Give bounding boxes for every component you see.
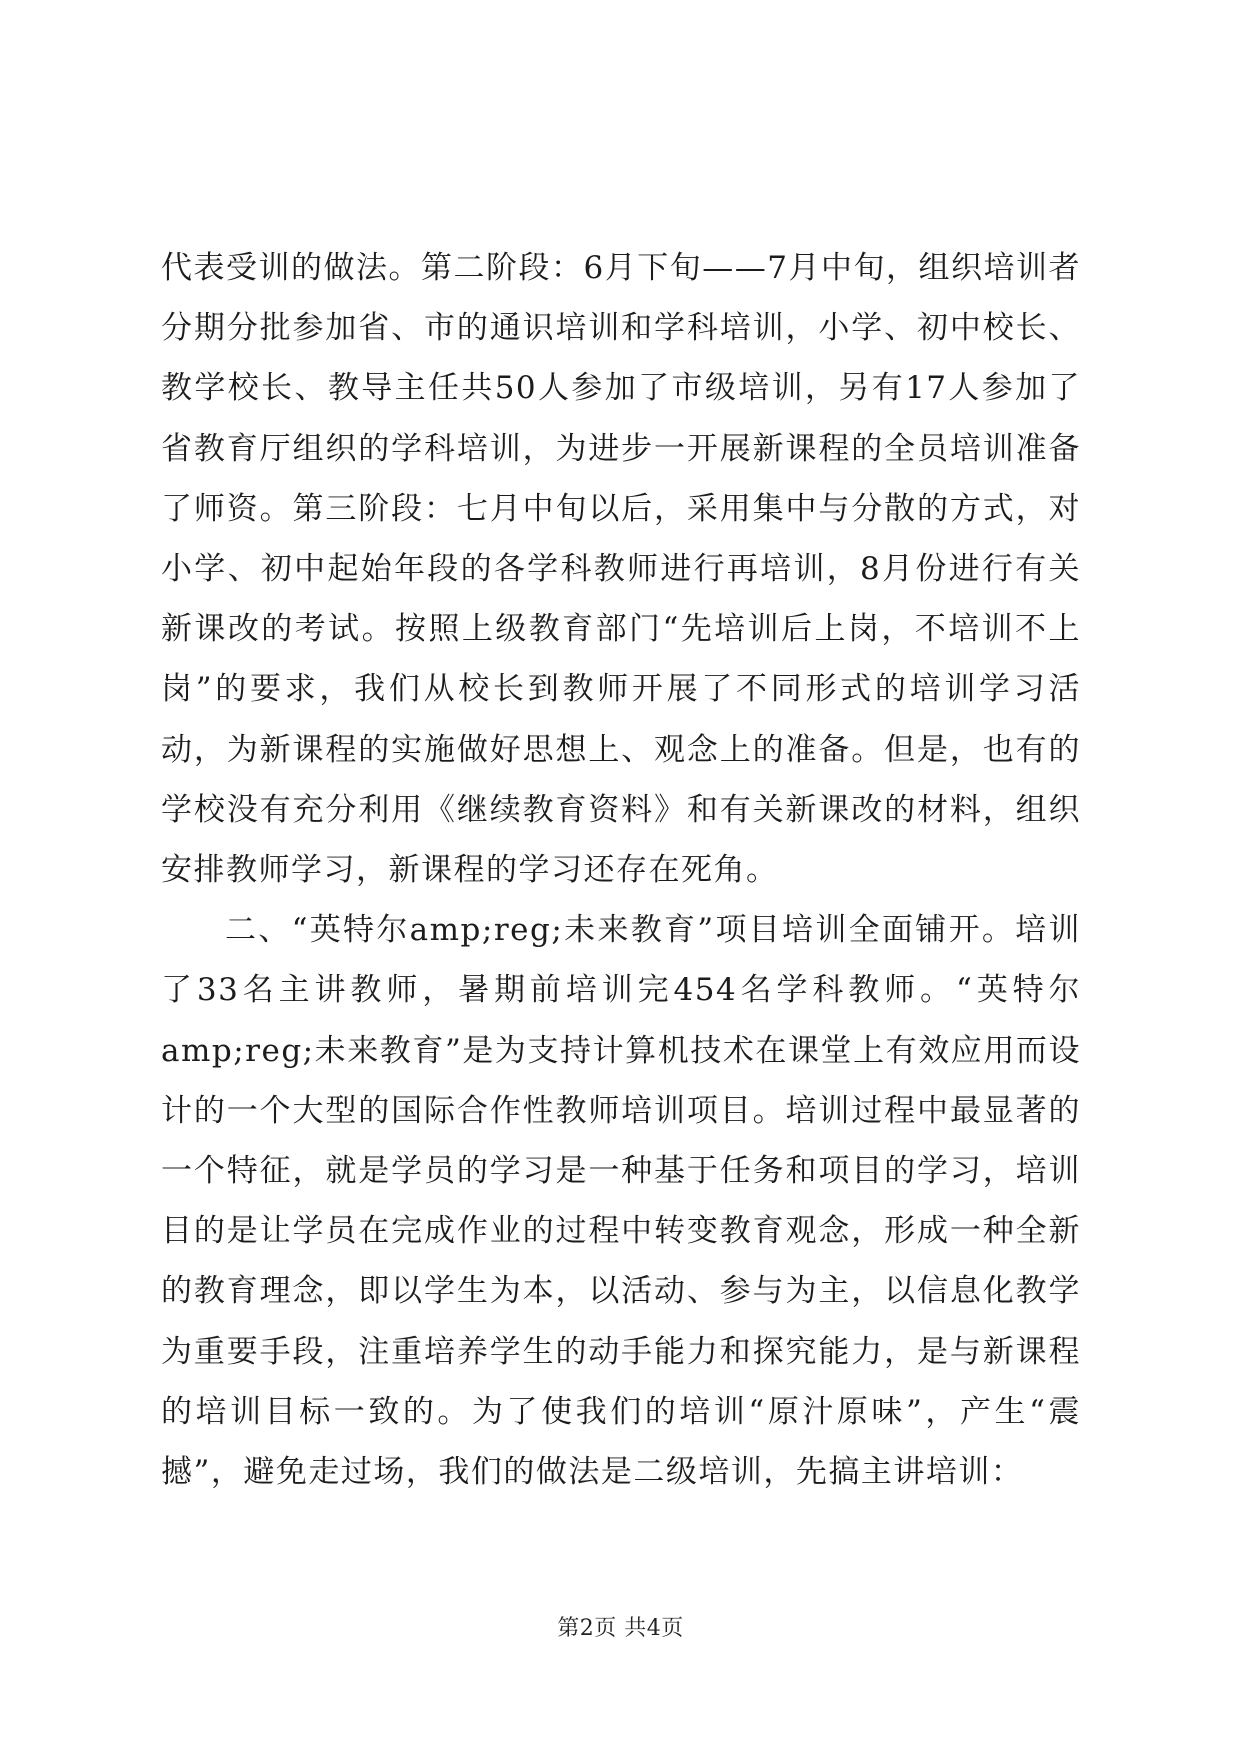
paragraph-1: 代表受训的做法。第二阶段：6月下旬——7月中旬，组织培训者分期分批参加省、市的通识培训和学科培训，小学、初中校长、教学校长、教导主任共50人参加了市级培训，另有17人参加了省教育厅组织的学科培训，为进步一开展新课程的全员培训准备了师资。第三阶段：七月中旬以后，采用集中与分散的方式，对小学、初中起始年段的各学科教师进行再培训，8月份进行有关新课改的考试。按照上级教育部门“先培训后上岗，不培训不上岗”的要求，我们从校长到教师开展了不同形式的培训学习活动，为新课程的实施做好思想上、观念上的准备。但是，也有的学校没有充分利用《继续教育资料》和有关新课改的材料，组织安排教师学习，新课程的学习还存在死角。 [161,250,1081,889]
paragraph-2: 二、“英特尔amp;reg;未来教育”项目培训全面铺开。培训了33名主讲教师，暑期前培训完454名学科教师。“英特尔amp;reg;未来教育”是为支持计算机技术在课堂上有效应用而设计的一个大型的国际合作性教师培训项目。培训过程中最显著的一个特征，就是学员的学习是一种基于任务和项目的学习，培训目的是让学员在完成作业的过程中转变教育观念，形成一种全新的教育理念，即以学生为本，以活动、参与为主，以信息化教学为重要手段，注重培养学生的动手能力和探究能力，是与新课程的培训目标一致的。为了使我们的培训“原汁原味”，产生“震撼”，避免走过场，我们的做法是二级培训，先搞主讲培训： [161,912,1081,1491]
page-number: 第2页 共4页 [557,1616,684,1641]
document-body [161,238,1081,1502]
